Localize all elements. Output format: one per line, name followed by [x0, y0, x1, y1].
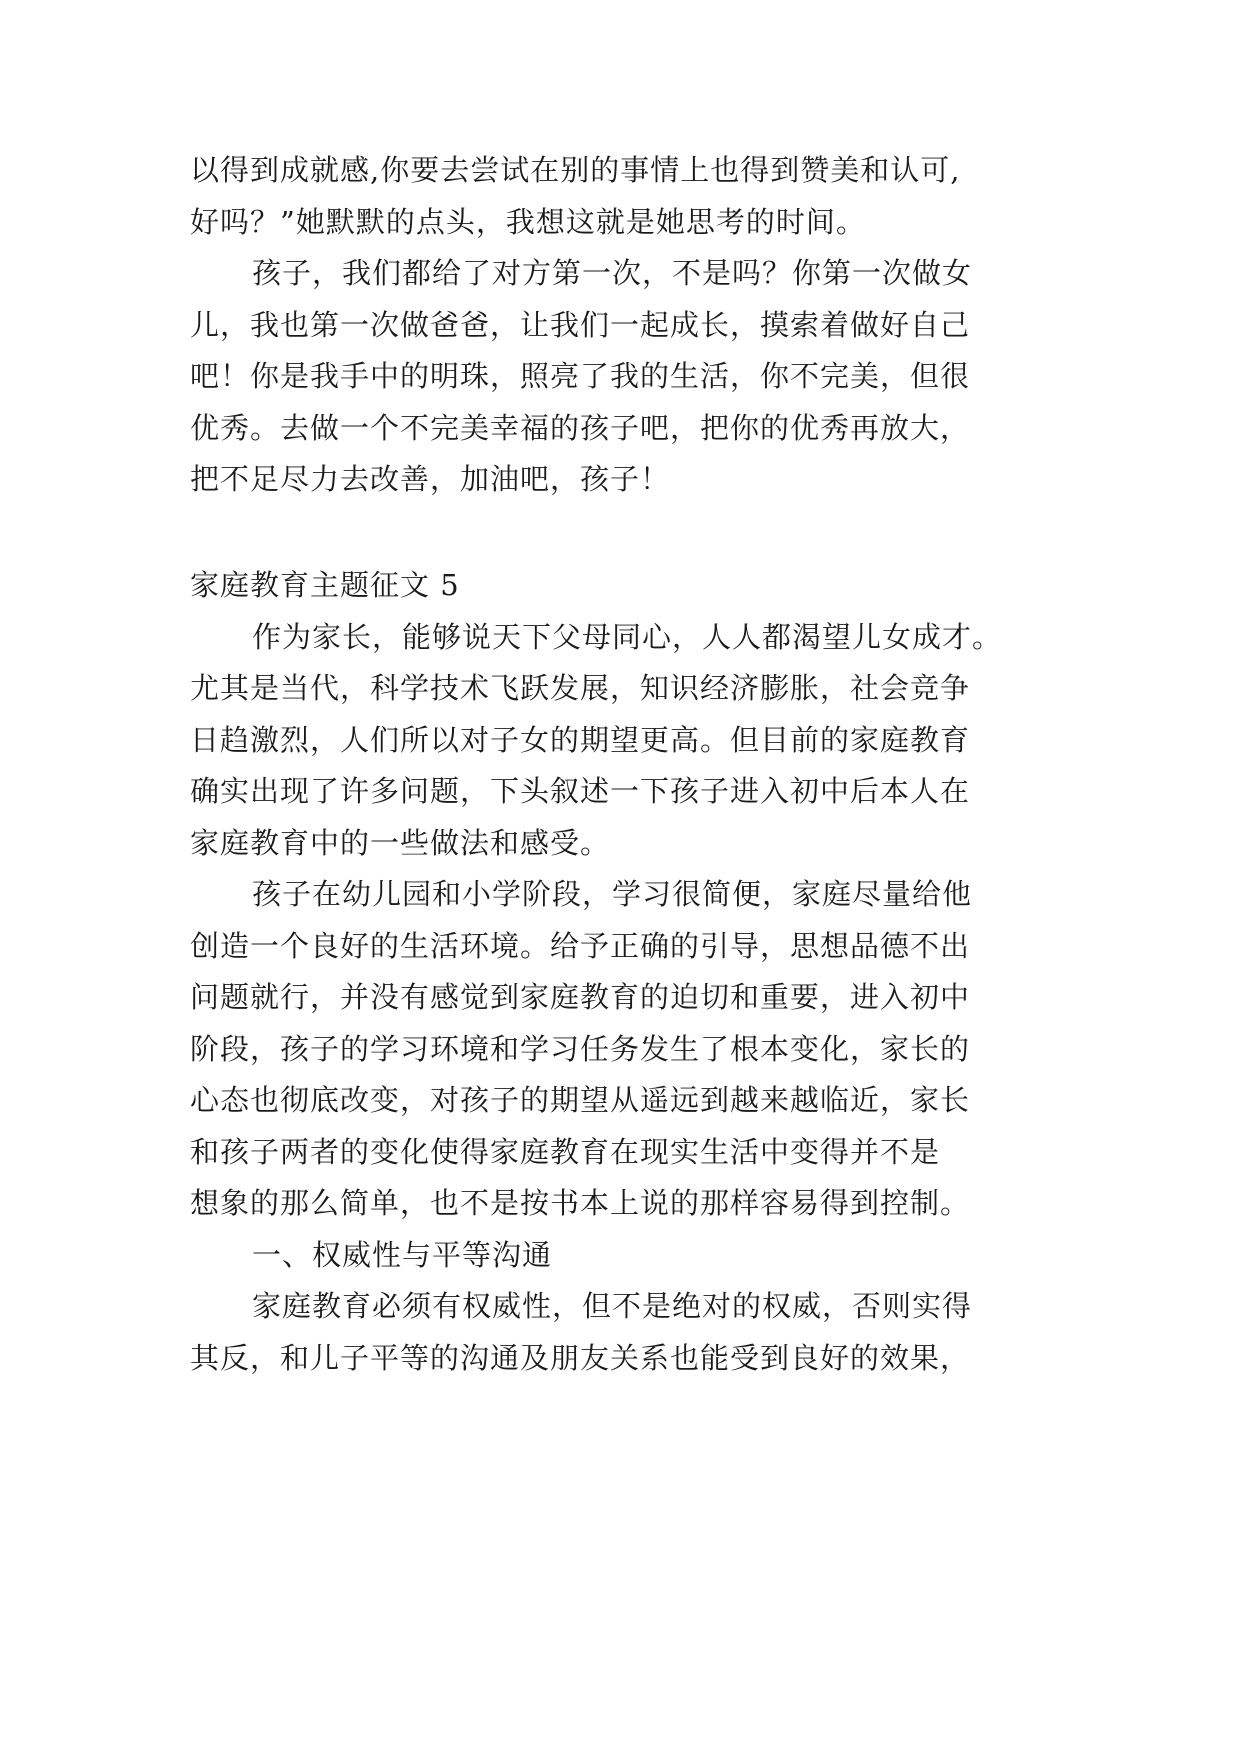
- paragraph-first-line: 家庭教育必须有权威性，但不是绝对的权威，否则实得: [252, 1289, 973, 1323]
- text-line: 家庭教育中的一些做法和感受。: [190, 826, 611, 860]
- text-line: 创造一个良好的生活环境。给予正确的引导，思想品德不出: [190, 929, 971, 963]
- text-line: 把不足尽力去改善，加油吧，孩子！: [190, 462, 671, 496]
- text-line: 儿，我也第一次做爸爸，让我们一起成长，摸索着做好自己: [190, 308, 971, 342]
- text-line: 问题就行，并没有感觉到家庭教育的迫切和重要，进入初中: [190, 980, 971, 1014]
- text-line: 想象的那么简单，也不是按书本上说的那样容易得到控制。: [190, 1186, 971, 1220]
- text-line: 其反，和儿子平等的沟通及朋友关系也能受到良好的效果，: [190, 1341, 971, 1375]
- text-line: 尤其是当代，科学技术飞跃发展，知识经济膨胀，社会竞争: [190, 671, 971, 705]
- text-line: 好吗？”她默默的点头，我想这就是她思考的时间。: [190, 205, 866, 239]
- paragraph-first-line: 孩子在幼儿园和小学阶段，学习很简便，家庭尽量给他: [252, 877, 973, 911]
- subsection-heading: 一、权威性与平等沟通: [252, 1238, 553, 1272]
- paragraph-first-line: 孩子，我们都给了对方第一次，不是吗？你第一次做女: [252, 256, 973, 290]
- text-line: 和孩子两者的变化使得家庭教育在现实生活中变得并不是: [190, 1135, 941, 1169]
- text-line: 优秀。去做一个不完美幸福的孩子吧，把你的优秀再放大，: [190, 411, 971, 445]
- paragraph-first-line: 作为家长，能够说天下父母同心，人人都渴望儿女成才。: [252, 620, 1003, 654]
- text-line: 吧！你是我手中的明珠，照亮了我的生活，你不完美，但很: [190, 359, 971, 393]
- section-heading: 家庭教育主题征文 5: [190, 568, 460, 602]
- text-line: 以得到成就感,你要去尝试在别的事情上也得到赞美和认可,: [190, 153, 961, 187]
- text-line: 心态也彻底改变，对孩子的期望从遥远到越来越临近，家长: [190, 1083, 971, 1117]
- text-line: 日趋激烈，人们所以对子女的期望更高。但目前的家庭教育: [190, 723, 971, 757]
- text-line: 阶段，孩子的学习环境和学习任务发生了根本变化，家长的: [190, 1032, 971, 1066]
- text-line: 确实出现了许多问题，下头叙述一下孩子进入初中后本人在: [190, 774, 971, 808]
